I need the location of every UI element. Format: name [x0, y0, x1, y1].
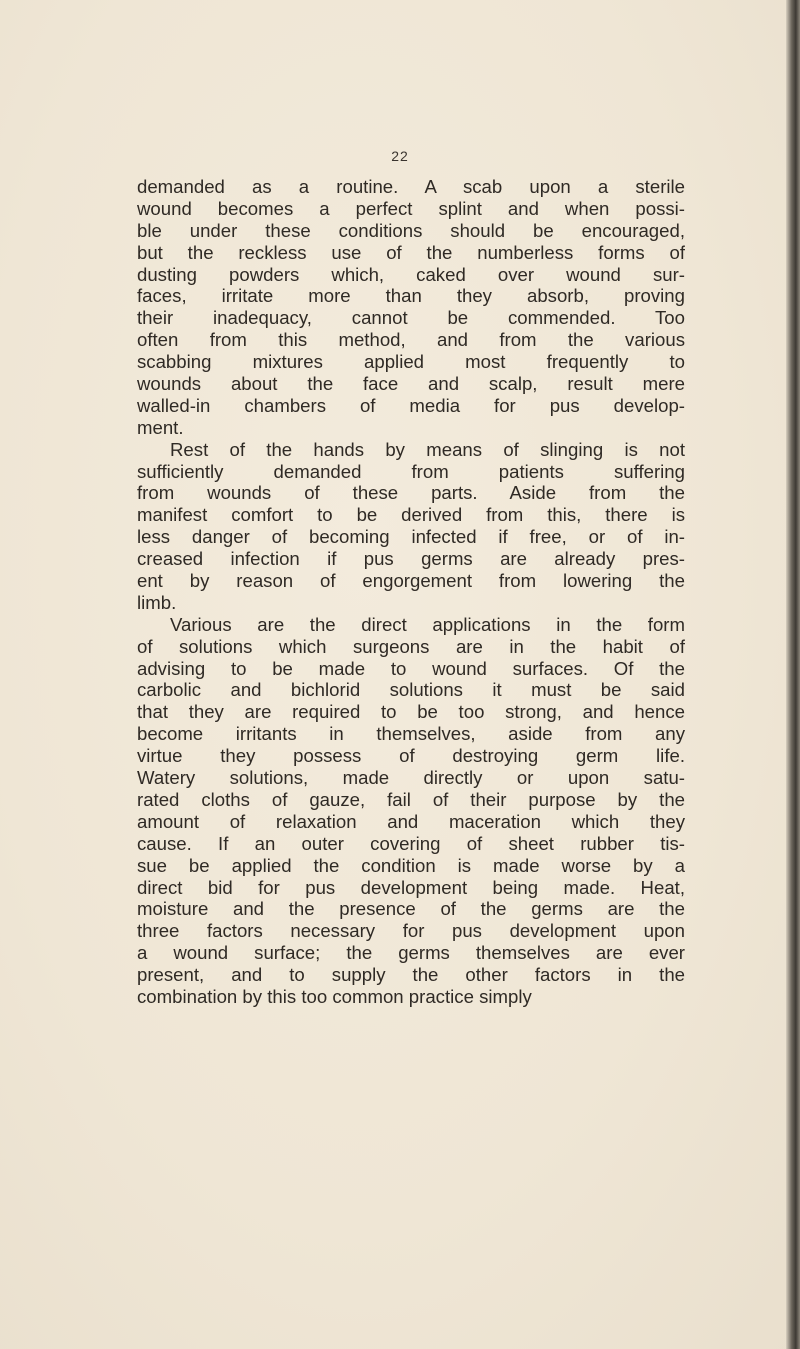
text-line: from wounds of these parts. Aside from the: [137, 482, 685, 504]
text-line: a wound surface; the germs themselves are ever: [137, 942, 685, 964]
text-line: dusting powders which, caked over wound sur-: [137, 263, 685, 285]
text-line: carbolic and bichlorid solutions it must be said: [137, 679, 685, 701]
text-line: present, and to supply the other factors in the: [137, 964, 685, 986]
text-line: three factors necessary for pus development upon: [137, 920, 685, 942]
text-line: Various are the direct applications in the form: [170, 613, 685, 635]
paragraph: [137, 439, 685, 614]
text-line: moisture and the presence of the germs are the: [137, 898, 685, 920]
text-line: creased infection if pus germs are already pres-: [137, 548, 685, 570]
text-line: faces, irritate more than they absorb, proving: [137, 285, 685, 307]
text-line: limb.: [137, 591, 177, 613]
text-line: Watery solutions, made directly or upon satu-: [137, 767, 685, 789]
text-line: of solutions which surgeons are in the habit of: [137, 635, 685, 657]
text-line: amount of relaxation and maceration which they: [137, 810, 685, 832]
text-line: wounds about the face and scalp, result mere: [137, 373, 685, 395]
text-line: sufficiently demanded from patients suffering: [137, 460, 685, 482]
text-line: become irritants in themselves, aside from any: [137, 723, 685, 745]
text-line: ment.: [137, 416, 184, 438]
text-line: ent by reason of engorgement from lowering the: [137, 570, 685, 592]
text-line: manifest comfort to be derived from this, there is: [137, 504, 685, 526]
text-line: often from this method, and from the various: [137, 329, 685, 351]
text-line: rated cloths of gauze, fail of their purpose by the: [137, 788, 685, 810]
text-line: ble under these conditions should be encouraged,: [137, 219, 685, 241]
text-line: Rest of the hands by means of slinging is not: [170, 438, 685, 460]
text-line: direct bid for pus development being made. Heat,: [137, 876, 685, 898]
text-line: but the reckless use of the numberless forms of: [137, 241, 685, 263]
text-line: that they are required to be too strong, and hence: [137, 701, 685, 723]
text-line: demanded as a routine. A scab upon a sterile: [137, 176, 685, 197]
text-line: less danger of becoming infected if free, or of in-: [137, 526, 685, 548]
text-line: combination by this too common practice simply: [137, 985, 532, 1007]
page-binding-edge: [786, 0, 800, 1349]
text-line: their inadequacy, cannot be commended. Too: [137, 307, 685, 329]
text-line: walled-in chambers of media for pus develop-: [137, 394, 685, 416]
text-line: advising to be made to wound surfaces. Of the: [137, 657, 685, 679]
paragraph: [137, 614, 685, 1008]
text-line: scabbing mixtures applied most frequently to: [137, 351, 685, 373]
paragraph: [137, 176, 685, 439]
text-line: wound becomes a perfect splint and when possi-: [137, 197, 685, 219]
body-text: [137, 176, 685, 1008]
text-line: sue be applied the condition is made worse by a: [137, 854, 685, 876]
page-number: 22: [391, 148, 409, 164]
text-line: virtue they possess of destroying germ life.: [137, 745, 685, 767]
text-line: cause. If an outer covering of sheet rubber tis-: [137, 832, 685, 854]
